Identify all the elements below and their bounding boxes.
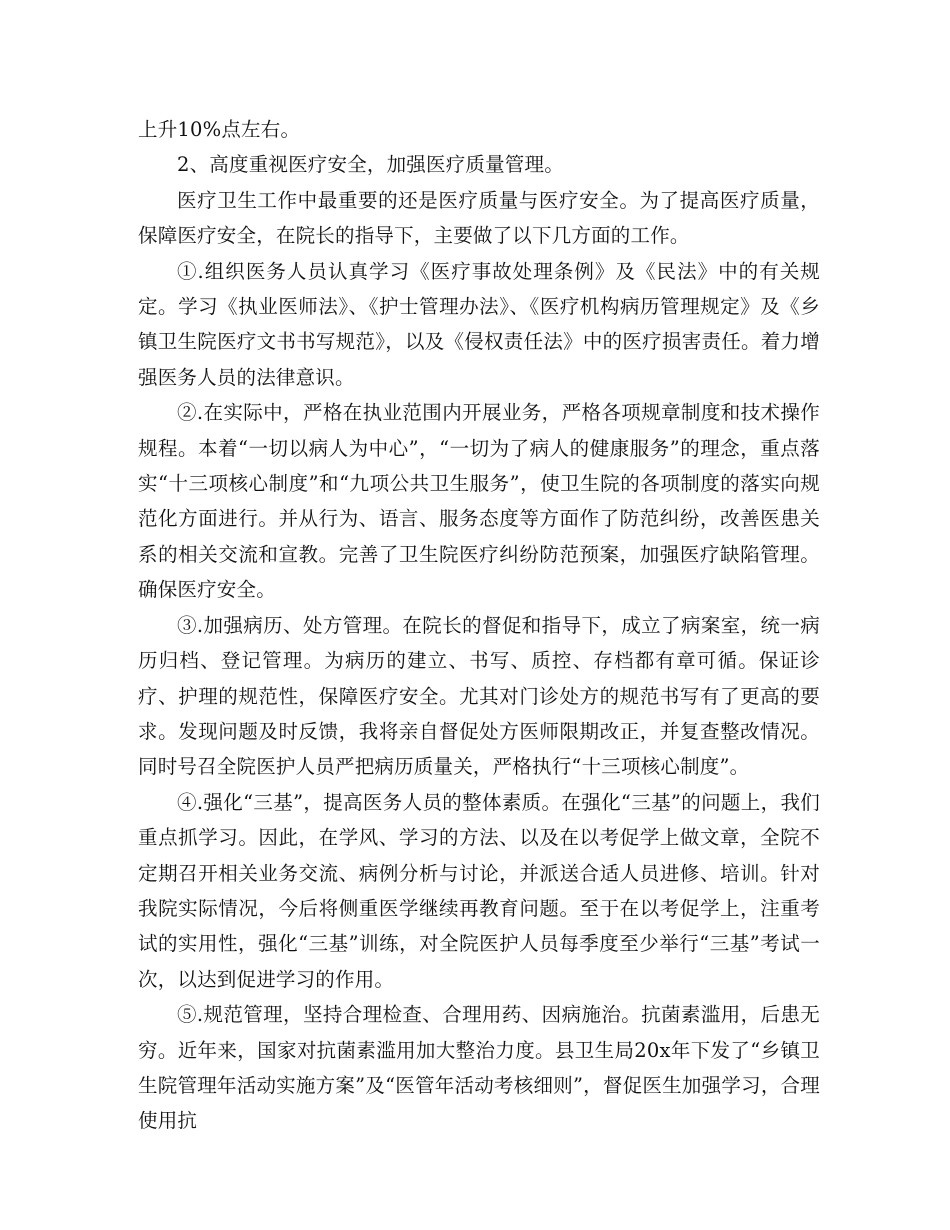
paragraph-3: 医疗卫生工作中最重要的还是医疗质量与医疗安全。为了提高医疗质量，保障医疗安全，在院长的指导下，主要做了以下几方面的工作。 — [138, 188, 820, 248]
list-item-2: ②.在实际中，严格在执业范围内开展业务，严格各项规章制度和技术操作规程。本着“一切以病人为中心”，“一切为了病人的健康服务”的理念，重点落实“十三项核心制度”和“九项公共卫生服务”，使卫生院的各项制度的落实向规范化方面进行。并从行为、语言、服务态度等方面作了防范纠纷，改善医患关系的相关交流和宣教。完善了卫生院医疗纠纷防范预案，加强医疗缺陷管理。确保医疗安全。 — [138, 401, 820, 602]
list-item-5: ⑤.规范管理，坚持合理检查、合理用药、因病施治。抗菌素滥用，后患无穷。近年来，国家对抗菌素滥用加大整治力度。县卫生局20x年下发了“乡镇卫生院管理年活动实施方案”及“医管年活动考核细则”，督促医生加强学习，合理使用抗 — [138, 1003, 820, 1133]
paragraph-1: 上升10%点左右。 — [138, 118, 301, 141]
list-item-1: ①.组织医务人员认真学习《医疗事故处理条例》及《民法》中的有关规定。学习《执业医师法》、《护士管理办法》、《医疗机构病历管理规定》及《乡镇卫生院医疗文书书写规范》，以及《侵权责任法》中的医疗损害责任。着力增强医务人员的法律意识。 — [138, 259, 820, 389]
document-body — [138, 112, 820, 1139]
list-item-3: ③.加强病历、处方管理。在院长的督促和指导下，成立了病案室，统一病历归档、登记管理。为病历的建立、书写、质控、存档都有章可循。保证诊疗、护理的规范性，保障医疗安全。尤其对门诊处方的规范书写有了更高的要求。发现问题及时反馈，我将亲自督促处方医师限期改正，并复查整改情况。同时号召全院医护人员严把病历质量关，严格执行“十三项核心制度”。 — [138, 613, 820, 779]
section-heading-2: 2、高度重视医疗安全，加强医疗质量管理。 — [177, 153, 564, 177]
list-item-4: ④.强化“三基”，提高医务人员的整体素质。在强化“三基”的问题上，我们重点抓学习。因此，在学风、学习的方法、以及在以考促学上做文章，全院不定期召开相关业务交流、病例分析与讨论，并派送合适人员进修、培训。针对我院实际情况，今后将侧重医学继续再教育问题。至于在以考促学上，注重考试的实用性，强化“三基”训练，对全院医护人员每季度至少举行“三基”考试一次，以达到促进学习的作用。 — [138, 790, 820, 991]
